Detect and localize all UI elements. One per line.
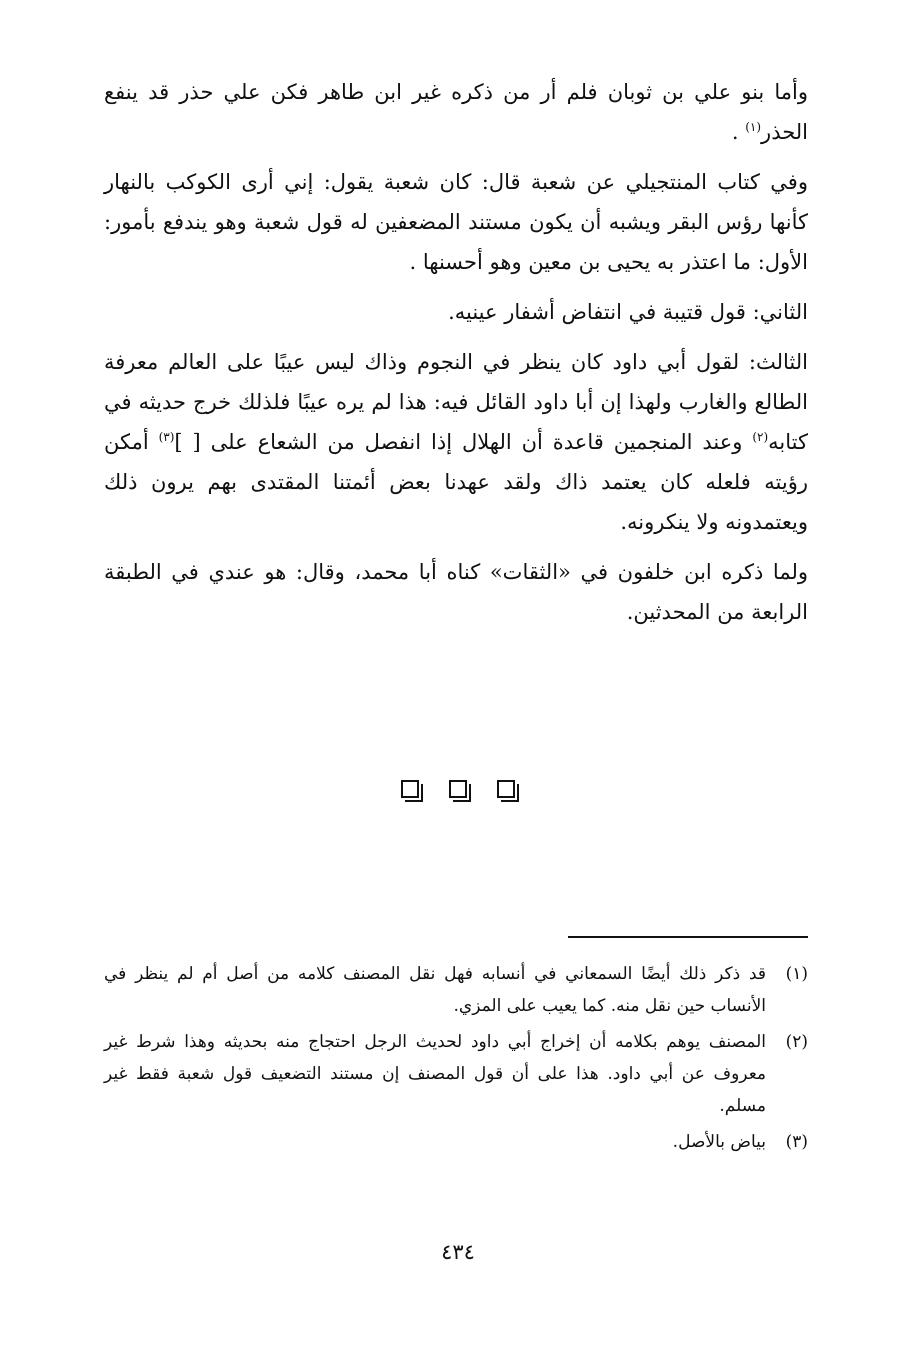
footnotes bbox=[104, 958, 808, 1162]
paragraph-1-text: وأما بنو علي بن ثوبان فلم أر من ذكره غير ابن طاهر فكن علي حذر قد ينفع الحذر bbox=[104, 80, 808, 144]
paragraph-5-text: ولما ذكره ابن خلفون في «الثقات» كناه أبا محمد، وقال: هو عندي في الطبقة الرابعة من المحدثين. bbox=[104, 560, 808, 624]
footnote-ref-2: (٢) bbox=[752, 430, 769, 444]
footnote-text: بياض بالأصل. bbox=[672, 1132, 766, 1152]
paragraph-4-tail: وعند المنجمين قاعدة أن الهلال إذا انفصل من الشعاع على [ ] bbox=[174, 430, 753, 454]
paragraph-1-tail: . bbox=[731, 120, 746, 144]
box-icon bbox=[401, 780, 419, 798]
footnote-2 bbox=[104, 1026, 808, 1122]
footnote-text: المصنف يوهم بكلامه أن إخراج أبي داود لحديث الرجل احتجاج منه بحديثه وهذا شرط غير معروف عن أبي داود. هذا على أن قول المصنف إن مستند التضعيف قول شعبة فقط غير مسلم. bbox=[104, 1032, 766, 1116]
footnote-rule bbox=[568, 936, 808, 938]
footnote-ref-1: (١) bbox=[745, 120, 762, 134]
footnote-number: (٣) bbox=[785, 1132, 808, 1152]
box-icon bbox=[449, 780, 467, 798]
footnote-number: (١) bbox=[785, 964, 808, 984]
paragraph-1 bbox=[104, 72, 808, 152]
main-text bbox=[104, 72, 808, 642]
footnote-number: (٢) bbox=[785, 1032, 808, 1052]
paragraph-5 bbox=[104, 552, 808, 632]
footnote-3 bbox=[104, 1126, 808, 1158]
footnote-1 bbox=[104, 958, 808, 1022]
paragraph-2-text: وفي كتاب المنتجيلي عن شعبة قال: كان شعبة يقول: إني أرى الكوكب بالنهار كأنها رؤس البقر ويشبه أن يكون مستند المضعفين له قول شعبة وهو يندفع بأمور: الأول: ما اعتذر به يحيى بن معين وهو أحسنها . bbox=[104, 170, 808, 274]
paragraph-4-tail-2: أمكن رؤيته فلعله كان يعتمد ذاك ولقد عهدنا بعض أئمتنا المقتدى بهم يرون ذلك ويعتمدونه ولا ينكرونه. bbox=[104, 430, 808, 534]
box-icon bbox=[497, 780, 515, 798]
paragraph-4-text: الثالث: لقول أبي داود كان ينظر في النجوم وذاك ليس عيبًا على العالم معرفة الطالع والغارب ولهذا إن أبا داود القائل فيه: هذا لم يره عيبًا فلذلك خرج حديثه في كتابه bbox=[104, 350, 808, 454]
footnote-ref-3: (٣) bbox=[158, 430, 175, 444]
paragraph-4 bbox=[104, 342, 808, 542]
footnote-text: قد ذكر ذلك أيضًا السمعاني في أنسابه فهل نقل المصنف كلامه من أصل أم لم ينظر في الأنساب حين نقل منه. كما يعيب على المزي. bbox=[104, 964, 766, 1016]
page-number: ٤٣٤ bbox=[441, 1240, 475, 1264]
paragraph-3 bbox=[104, 292, 808, 332]
paragraph-2 bbox=[104, 162, 808, 282]
section-divider bbox=[0, 780, 916, 798]
paragraph-3-text: الثاني: قول قتيبة في انتفاض أشفار عينيه. bbox=[448, 300, 808, 324]
